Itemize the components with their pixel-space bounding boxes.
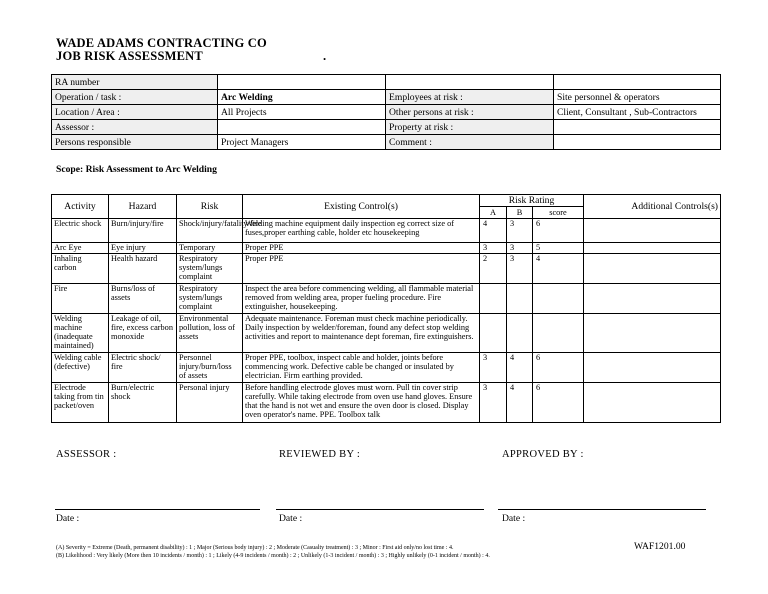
operation-label: Operation / task : [52,90,218,105]
row-a: 3 [480,353,507,383]
document-title: JOB RISK ASSESSMENT [56,49,203,63]
row-score: 6 [533,383,584,423]
row-activity: Arc Eye [52,243,109,254]
company-name: WADE ADAMS CONTRACTING CO [56,36,267,50]
comment-value[interactable] [554,135,721,150]
row-additional[interactable] [584,219,721,243]
row-control: Proper PPE [243,243,480,254]
job-info-table [51,74,721,150]
row-hazard: Burn/injury/fire [109,219,177,243]
row-hazard: Leakage of oil, fire, excess carbon monoxide [109,314,177,353]
info-row-assessor [52,120,721,135]
row-b: 4 [507,353,533,383]
row-hazard: Electric shock/ fire [109,353,177,383]
persons-responsible-label: Persons responsible [52,135,218,150]
row-activity: Inhaling carbon [52,254,109,284]
table-row [52,243,721,254]
assessor-signature-line[interactable] [55,509,260,510]
property-label: Property at risk : [386,120,554,135]
assessor-signature-label: ASSESSOR : [56,449,117,460]
info-row-ra-number [52,75,721,90]
col-b: B [507,207,533,219]
employees-value[interactable]: Site personnel & operators [554,90,721,105]
row-score: 6 [533,353,584,383]
row-activity: Welding machine (inadequate maintained) [52,314,109,353]
row-risk: Temporary [177,243,243,254]
likelihood-footnote: (B) Likelihood : Very likely (More then 10 incidents / month) : 1 ; Likely (4-9 incidents / month) : 2 ; Unlikely (1-3 incident / month) : 3 ; Highly unlikely (0-1 incident / month) : 4. [56,553,490,559]
assessor-date-label: Date : [56,513,80,524]
row-control: Inspect the area before commencing welding, all flammable material removed from welding area, proper fueling procedure. Fire extinguisher, housekeeping. [243,284,480,314]
assessor-value[interactable] [218,120,386,135]
reviewed-date-label: Date : [279,513,303,524]
col-a: A [480,207,507,219]
row-control: Adequate maintenance. Foreman must check machine periodically. Daily inspection by welder/foreman, found any defect stop welding activities and report to maintenance dept foreman, fire extinguishers. [243,314,480,353]
col-additional-controls: Additional Controls(s) [584,195,721,219]
row-risk: Environmental pollution, loss of assets [177,314,243,353]
other-persons-value[interactable]: Client, Consultant , Sub-Contractors [554,105,721,120]
row-additional[interactable] [584,254,721,284]
ra-number-extra [386,75,554,90]
row-a: 3 [480,383,507,423]
row-activity: Fire [52,284,109,314]
row-hazard: Health hazard [109,254,177,284]
row-additional[interactable] [584,284,721,314]
persons-responsible-value[interactable]: Project Managers [218,135,386,150]
risk-table [51,194,721,423]
approved-by-label: APPROVED BY : [502,449,584,460]
table-row [52,284,721,314]
ra-number-label: RA number [52,75,218,90]
property-value[interactable] [554,120,721,135]
row-b: 3 [507,219,533,243]
col-risk-rating: Risk Rating [480,195,584,207]
reviewed-signature-line[interactable] [276,509,484,510]
risk-header-row [52,195,721,207]
severity-footnote: (A) Severity = Extreme (Death, permanent disability) : 1 ; Major (Serious body injury) : 2 ; Moderate (Casualty treatment) : 3 ; Minor : First aid only/no lost time : 4. [56,545,454,551]
approved-signature-line[interactable] [498,509,706,510]
assessor-label: Assessor : [52,120,218,135]
info-row-operation [52,90,721,105]
row-a: 3 [480,243,507,254]
row-a: 2 [480,254,507,284]
row-risk: Personal injury [177,383,243,423]
row-activity: Welding cable (defective) [52,353,109,383]
row-score: 4 [533,254,584,284]
operation-value[interactable]: Arc Welding [218,90,386,105]
ra-number-value[interactable] [218,75,386,90]
row-score [533,284,584,314]
approved-date-label: Date : [502,513,526,524]
row-additional[interactable] [584,353,721,383]
info-row-location [52,105,721,120]
row-score: 6 [533,219,584,243]
title-mark: . [323,49,327,63]
table-row [52,353,721,383]
reviewed-by-label: REVIEWED BY : [279,449,361,460]
row-a [480,314,507,353]
row-control: Proper PPE, toolbox, inspect cable and holder, joints before commencing work. Defective cable be changed or insulated by electrician. Firm earthing provided. [243,353,480,383]
table-row [52,254,721,284]
row-activity: Electric shock [52,219,109,243]
row-risk: Personnel injury/burn/loss of assets [177,353,243,383]
row-hazard: Burn/electric shock [109,383,177,423]
ra-number-extra-value [554,75,721,90]
row-control: Before handling electrode gloves must worn. Pull tin cover strip carefully. While taking electrode from oven use hand gloves. Ensure that the hand is not wet and ensure the oven door is closed. Display oven operator's name. PPE. Toolbox talk [243,383,480,423]
row-additional[interactable] [584,383,721,423]
row-score [533,314,584,353]
row-activity: Electrode taking from tin packet/oven [52,383,109,423]
row-risk: Shock/injury/fatality/fire [177,219,243,243]
row-additional[interactable] [584,243,721,254]
row-a: 4 [480,219,507,243]
comment-label: Comment : [386,135,554,150]
info-row-persons [52,135,721,150]
other-persons-label: Other persons at risk : [386,105,554,120]
table-row [52,314,721,353]
row-additional[interactable] [584,314,721,353]
location-value[interactable]: All Projects [218,105,386,120]
row-b: 4 [507,383,533,423]
row-a [480,284,507,314]
col-hazard: Hazard [109,195,177,219]
location-label: Location / Area : [52,105,218,120]
row-control: Proper PPE [243,254,480,284]
table-row [52,383,721,423]
employees-label: Employees at risk : [386,90,554,105]
scope-text: Scope: Risk Assessment to Arc Welding [56,164,217,175]
row-b: 3 [507,254,533,284]
table-row [52,219,721,243]
col-activity: Activity [52,195,109,219]
row-b [507,284,533,314]
row-hazard: Eye injury [109,243,177,254]
col-score: score [533,207,584,219]
row-risk: Respiratory system/lungs complaint [177,284,243,314]
row-score: 5 [533,243,584,254]
row-control: Welding machine equipment daily inspection eg correct size of fuses,proper earthing cable, holder etc housekeeping [243,219,480,243]
col-existing-controls: Existing Control(s) [243,195,480,219]
row-hazard: Burns/loss of assets [109,284,177,314]
row-risk: Respiratory system/lungs complaint [177,254,243,284]
row-b: 3 [507,243,533,254]
row-b [507,314,533,353]
col-risk: Risk [177,195,243,219]
form-code: WAF1201.00 [634,541,686,552]
